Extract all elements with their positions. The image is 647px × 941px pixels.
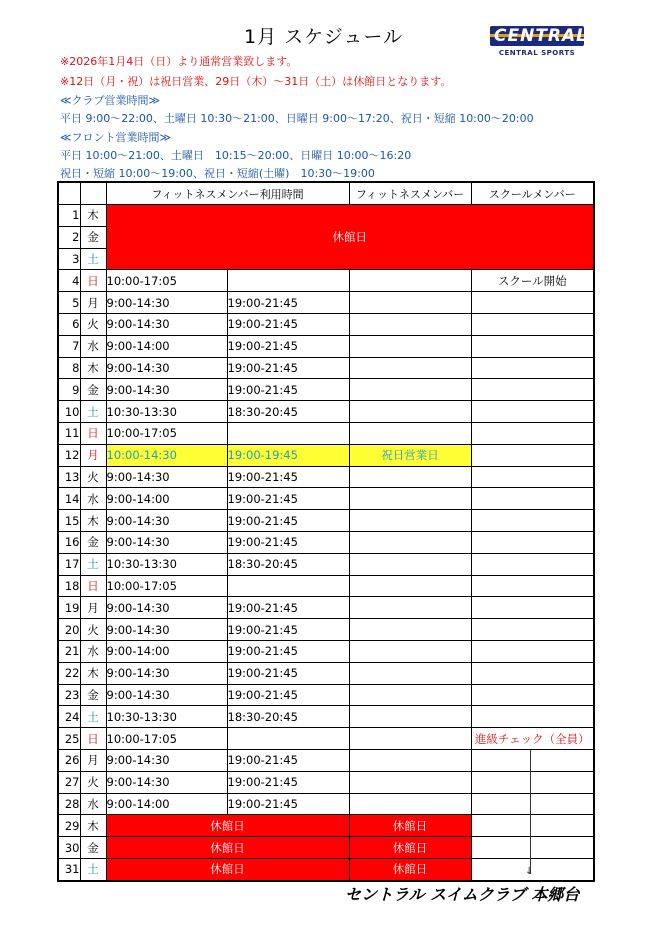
time-slot-2: 19:00-21:45	[227, 662, 349, 684]
time-slot-1: 9:00-14:30	[106, 379, 227, 401]
time-slot-2	[227, 270, 349, 292]
table-row	[58, 749, 594, 771]
weekday: 木	[80, 205, 106, 227]
fitness-member-cell	[349, 793, 471, 815]
day-number: 20	[58, 619, 80, 641]
closed-cell-member: 休館日	[349, 815, 471, 837]
weekday: 月	[80, 749, 106, 771]
day-number: 5	[58, 292, 80, 314]
day-number: 14	[58, 488, 80, 510]
time-slot-2: 19:00-21:45	[227, 292, 349, 314]
school-cell: 進級チェック（全員）	[471, 728, 594, 750]
time-slot-1: 9:00-14:30	[106, 531, 227, 553]
weekday: 日	[80, 422, 106, 444]
table-row	[58, 771, 594, 793]
table-row	[58, 205, 594, 227]
time-slot-1: 9:00-14:30	[106, 597, 227, 619]
table-row	[58, 313, 594, 335]
day-number: 31	[58, 858, 80, 880]
time-slot-2: 19:00-21:45	[227, 619, 349, 641]
weekday: 水	[80, 488, 106, 510]
day-number: 24	[58, 706, 80, 728]
weekday: 金	[80, 684, 106, 706]
day-number: 7	[58, 335, 80, 357]
fitness-member-cell	[349, 357, 471, 379]
time-slot-2	[227, 728, 349, 750]
table-row	[58, 793, 594, 815]
weekday: 木	[80, 357, 106, 379]
school-cell	[471, 597, 594, 619]
fitness-member-cell	[349, 728, 471, 750]
day-number: 9	[58, 379, 80, 401]
table-row	[58, 422, 594, 444]
table-row	[58, 444, 594, 466]
weekday: 木	[80, 662, 106, 684]
time-slot-1: 10:30-13:30	[106, 706, 227, 728]
time-slot-1: 10:00-17:05	[106, 270, 227, 292]
day-number: 16	[58, 531, 80, 553]
weekday: 水	[80, 640, 106, 662]
table-row	[58, 466, 594, 488]
school-cell	[471, 422, 594, 444]
page-title: 1月 スケジュール	[244, 26, 403, 48]
time-slot-2: 19:00-21:45	[227, 684, 349, 706]
school-cell	[471, 466, 594, 488]
fitness-member-cell	[349, 597, 471, 619]
weekday: 月	[80, 444, 106, 466]
fitness-member-cell	[349, 270, 471, 292]
time-slot-2: 18:30-20:45	[227, 706, 349, 728]
weekday: 月	[80, 597, 106, 619]
time-slot-1: 10:30-13:30	[106, 553, 227, 575]
table-row	[58, 858, 594, 880]
school-cell	[471, 575, 594, 597]
day-number: 4	[58, 270, 80, 292]
time-slot-1: 9:00-14:30	[106, 662, 227, 684]
table-row	[58, 553, 594, 575]
weekday: 土	[80, 858, 106, 880]
fitness-member-cell: 祝日営業日	[349, 444, 471, 466]
header-fitness-member: フィットネスメンバー	[349, 182, 471, 205]
time-slot-2: 19:00-21:45	[227, 335, 349, 357]
day-number: 17	[58, 553, 80, 575]
fitness-member-cell	[349, 313, 471, 335]
day-number: 27	[58, 771, 80, 793]
fitness-member-cell	[349, 706, 471, 728]
closed-cell: 休館日	[106, 815, 349, 837]
time-slot-1: 9:00-14:30	[106, 313, 227, 335]
time-slot-2: 19:00-21:45	[227, 466, 349, 488]
weekday: 日	[80, 728, 106, 750]
time-slot-1: 9:00-14:30	[106, 357, 227, 379]
fitness-member-cell	[349, 292, 471, 314]
time-slot-1: 9:00-14:30	[106, 510, 227, 532]
table-row	[58, 728, 594, 750]
time-slot-2: 19:00-21:45	[227, 749, 349, 771]
table-row	[58, 510, 594, 532]
closed-cell-member: 休館日	[349, 837, 471, 859]
time-slot-2: 19:00-21:45	[227, 597, 349, 619]
day-number: 30	[58, 837, 80, 859]
notice-reopen: ※2026年1月4日（日）より通常営業致します。	[60, 55, 298, 68]
weekday: 火	[80, 313, 106, 335]
weekday: 火	[80, 771, 106, 793]
time-slot-2	[227, 422, 349, 444]
day-number: 15	[58, 510, 80, 532]
day-number: 2	[58, 226, 80, 248]
weekday: 金	[80, 531, 106, 553]
time-slot-1: 9:00-14:00	[106, 335, 227, 357]
school-cell	[471, 357, 594, 379]
closed-cell: 休館日	[106, 858, 349, 880]
weekday: 日	[80, 575, 106, 597]
time-slot-1: 9:00-14:00	[106, 488, 227, 510]
fitness-member-cell	[349, 466, 471, 488]
day-number: 6	[58, 313, 80, 335]
day-number: 29	[58, 815, 80, 837]
school-cell	[471, 401, 594, 423]
table-row	[58, 662, 594, 684]
weekday: 木	[80, 815, 106, 837]
table-row	[58, 357, 594, 379]
logo-mark: CENTRAL	[490, 26, 584, 46]
school-cell	[471, 553, 594, 575]
school-cell	[471, 837, 594, 859]
arrow-down-icon: ↓	[525, 866, 534, 877]
fitness-member-cell	[349, 488, 471, 510]
day-number: 13	[58, 466, 80, 488]
school-cell	[471, 488, 594, 510]
time-slot-2: 19:00-21:45	[227, 357, 349, 379]
school-cell	[471, 706, 594, 728]
time-slot-1: 9:00-14:00	[106, 640, 227, 662]
fitness-member-cell	[349, 510, 471, 532]
time-slot-1: 9:00-14:00	[106, 793, 227, 815]
school-cell	[471, 313, 594, 335]
table-row	[58, 401, 594, 423]
header-weekday	[80, 182, 106, 205]
table-row	[58, 706, 594, 728]
school-cell	[471, 292, 594, 314]
day-number: 28	[58, 793, 80, 815]
front-hours-holiday-text: 祝日・短縮 10:00～19:00、祝日・短縮(土曜) 10:30～19:00	[60, 167, 375, 180]
time-slot-1: 9:00-14:30	[106, 292, 227, 314]
weekday: 月	[80, 292, 106, 314]
school-cell	[471, 510, 594, 532]
central-sports-logo	[490, 26, 588, 64]
fitness-member-cell	[349, 684, 471, 706]
day-number: 21	[58, 640, 80, 662]
logo-subtext: CENTRAL SPORTS	[498, 49, 576, 57]
notice-holidays: ※12日（月・祝）は祝日営業、29日（木）～31日（土）は休館日となります。	[60, 75, 452, 88]
header-school-member: スクールメンバー	[471, 182, 594, 205]
day-number: 26	[58, 749, 80, 771]
day-number: 25	[58, 728, 80, 750]
time-slot-2: 18:30-20:45	[227, 553, 349, 575]
club-hours-text: 平日 9:00～22:00、土曜日 10:30～21:00、日曜日 9:00～17:20、祝日・短縮 10:00～20:00	[60, 112, 534, 125]
header-fitness-hours: フィットネスメンバー利用時間	[106, 182, 349, 205]
time-slot-1: 9:00-14:30	[106, 466, 227, 488]
fitness-member-cell	[349, 575, 471, 597]
weekday: 水	[80, 793, 106, 815]
weekday: 火	[80, 466, 106, 488]
school-cell	[471, 684, 594, 706]
time-slot-1: 9:00-14:30	[106, 619, 227, 641]
school-cell	[471, 619, 594, 641]
time-slot-1: 10:00-17:05	[106, 422, 227, 444]
fitness-member-cell	[349, 379, 471, 401]
fitness-member-cell	[349, 422, 471, 444]
time-slot-2: 19:00-19:45	[227, 444, 349, 466]
table-row	[58, 488, 594, 510]
table-row	[58, 270, 594, 292]
time-slot-2: 19:00-21:45	[227, 640, 349, 662]
school-cell	[471, 793, 594, 815]
closed-cell-member: 休館日	[349, 858, 471, 880]
fitness-member-cell	[349, 619, 471, 641]
fitness-member-cell	[349, 401, 471, 423]
day-number: 10	[58, 401, 80, 423]
time-slot-2: 19:00-21:45	[227, 379, 349, 401]
schedule-table	[57, 181, 595, 882]
table-header-row	[58, 182, 594, 205]
closed-cell: 休館日	[106, 837, 349, 859]
table-row	[58, 640, 594, 662]
table-row	[58, 379, 594, 401]
time-slot-2: 19:00-21:45	[227, 488, 349, 510]
day-number: 12	[58, 444, 80, 466]
day-number: 11	[58, 422, 80, 444]
time-slot-2: 19:00-21:45	[227, 771, 349, 793]
club-hours-heading: ≪クラブ営業時間≫	[60, 94, 161, 107]
time-slot-2	[227, 575, 349, 597]
closed-banner: 休館日	[106, 205, 594, 270]
day-number: 3	[58, 248, 80, 270]
day-number: 19	[58, 597, 80, 619]
weekday: 水	[80, 335, 106, 357]
school-cell	[471, 640, 594, 662]
weekday: 火	[80, 619, 106, 641]
time-slot-1: 9:00-14:30	[106, 684, 227, 706]
time-slot-2: 19:00-21:45	[227, 531, 349, 553]
table-row	[58, 335, 594, 357]
day-number: 1	[58, 205, 80, 227]
day-number: 22	[58, 662, 80, 684]
time-slot-2: 18:30-20:45	[227, 401, 349, 423]
school-cell	[471, 662, 594, 684]
time-slot-1: 10:00-14:30	[106, 444, 227, 466]
fitness-member-cell	[349, 771, 471, 793]
school-cell: スクール開始	[471, 270, 594, 292]
time-slot-1: 9:00-14:30	[106, 771, 227, 793]
weekday: 木	[80, 510, 106, 532]
day-number: 8	[58, 357, 80, 379]
weekday: 金	[80, 837, 106, 859]
header-day	[58, 182, 80, 205]
fitness-member-cell	[349, 749, 471, 771]
front-hours-heading: ≪フロント営業時間≫	[60, 131, 172, 144]
school-cell	[471, 749, 594, 771]
school-cell	[471, 815, 594, 837]
fitness-member-cell	[349, 531, 471, 553]
school-cell	[471, 771, 594, 793]
day-number: 18	[58, 575, 80, 597]
table-row	[58, 531, 594, 553]
table-row	[58, 597, 594, 619]
weekday: 土	[80, 401, 106, 423]
weekday: 土	[80, 553, 106, 575]
weekday: 金	[80, 379, 106, 401]
school-cell	[471, 444, 594, 466]
time-slot-2: 19:00-21:45	[227, 313, 349, 335]
arrow-line	[530, 750, 531, 874]
time-slot-2: 19:00-21:45	[227, 510, 349, 532]
fitness-member-cell	[349, 640, 471, 662]
weekday: 日	[80, 270, 106, 292]
table-row	[58, 815, 594, 837]
weekday: 土	[80, 706, 106, 728]
table-row	[58, 575, 594, 597]
school-cell	[471, 531, 594, 553]
footer-club-name: セントラル スイムクラブ 本郷台	[345, 885, 580, 904]
day-number: 23	[58, 684, 80, 706]
fitness-member-cell	[349, 335, 471, 357]
school-cell	[471, 335, 594, 357]
time-slot-1: 10:00-17:05	[106, 728, 227, 750]
weekday: 土	[80, 248, 106, 270]
time-slot-1: 10:00-17:05	[106, 575, 227, 597]
table-row	[58, 684, 594, 706]
table-row	[58, 837, 594, 859]
table-row	[58, 619, 594, 641]
time-slot-1: 9:00-14:30	[106, 749, 227, 771]
table-row	[58, 292, 594, 314]
fitness-member-cell	[349, 662, 471, 684]
time-slot-1: 10:30-13:30	[106, 401, 227, 423]
school-cell	[471, 379, 594, 401]
weekday: 金	[80, 226, 106, 248]
time-slot-2: 19:00-21:45	[227, 793, 349, 815]
fitness-member-cell	[349, 553, 471, 575]
front-hours-text: 平日 10:00～21:00、土曜日 10:15～20:00、日曜日 10:00～16:20	[60, 149, 412, 162]
